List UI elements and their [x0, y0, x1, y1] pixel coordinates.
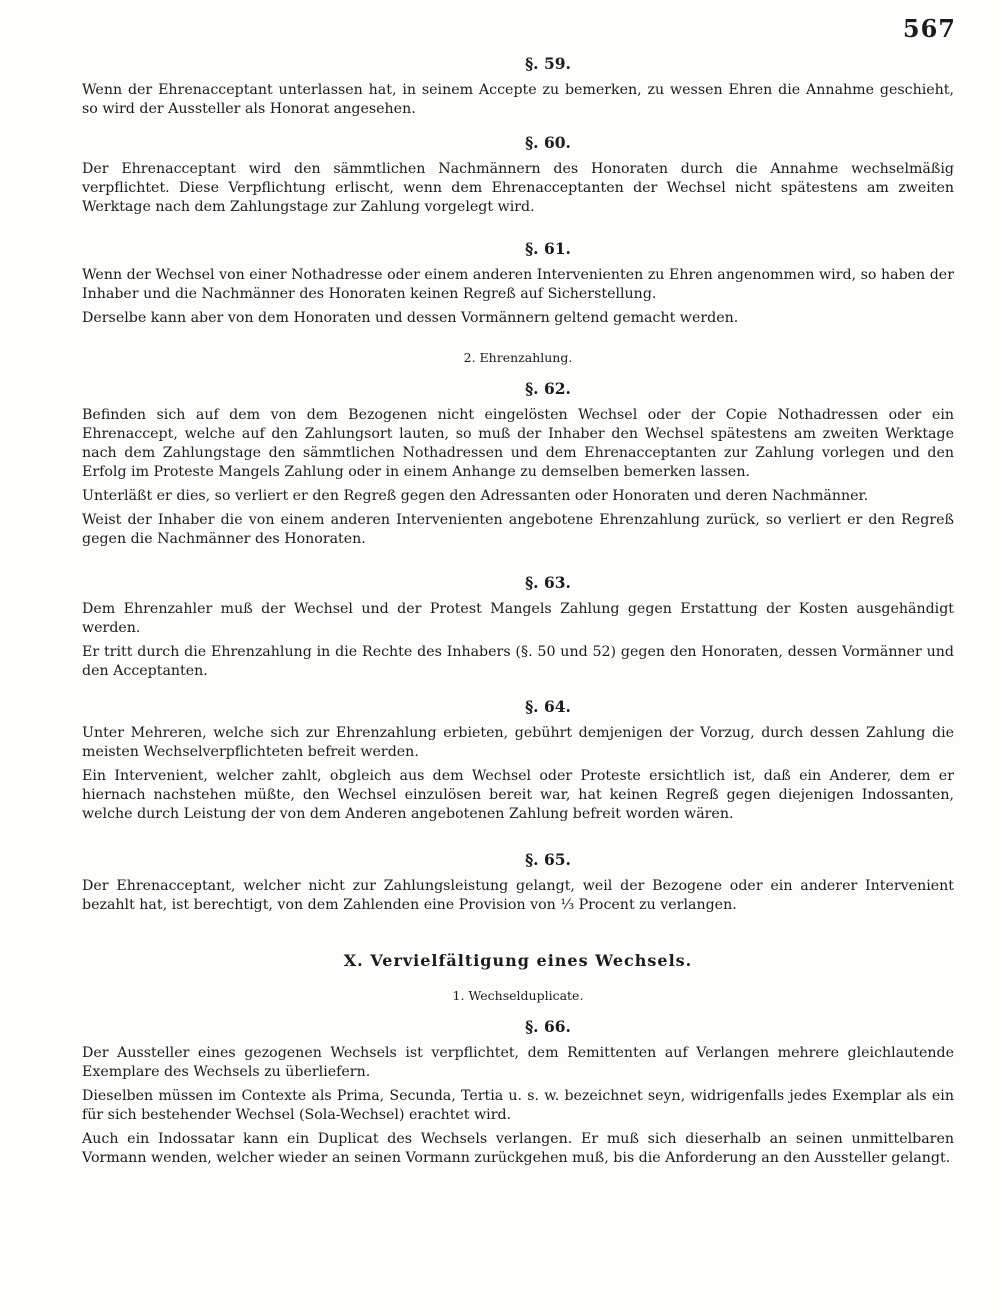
paragraph: Unterläßt er dies, so verliert er den Regreß gegen den Adressanten oder Honoraten und deren Nachmänner. — [82, 488, 869, 504]
paragraph: Dieselben müssen im Contexte als Prima, Secunda, Tertia u. s. w. bezeichnet seyn, widrigenfalls jedes Exemplar als ein für sich bestehender Wechsel (Sola-Wechsel) erachtet wird. — [82, 1088, 954, 1123]
section-title: §. 64. — [525, 697, 571, 716]
paragraph: Weist der Inhaber die von einem anderen Intervenienten angebotene Ehrenzahlung zurück, so verliert er den Regreß gegen die Nachmänner des Honoraten. — [82, 512, 954, 547]
section-title: §. 66. — [525, 1017, 571, 1036]
section-title: §. 59. — [525, 54, 571, 73]
page-number: 567 — [902, 14, 956, 43]
paragraph: Wenn der Ehrenacceptant unterlassen hat, in seinem Accepte zu bemerken, zu wessen Ehren die Annahme geschieht, so wird der Aussteller als Honorat angesehen. — [82, 82, 954, 117]
section-59 — [82, 54, 954, 119]
section-title: §. 60. — [525, 133, 571, 152]
paragraph: Der Aussteller eines gezogenen Wechsels ist verpflichtet, dem Remittenten auf Verlangen mehrere gleichlautende Exemplare des Wechsels zu überliefern. — [82, 1045, 954, 1080]
section-title: §. 61. — [525, 239, 571, 258]
paragraph: Derselbe kann aber von dem Honoraten und dessen Vormännern geltend gemacht werden. — [82, 310, 739, 326]
section-title: §. 65. — [525, 850, 571, 869]
section-60 — [82, 133, 954, 217]
subsection-heading: 2. Ehrenzahlung. — [463, 350, 573, 365]
page-content — [82, 54, 954, 1168]
paragraph: Er tritt durch die Ehrenzahlung in die Rechte des Inhabers (§. 50 und 52) gegen den Honoraten, dessen Vormänner und den Acceptanten. — [82, 644, 954, 679]
section-63 — [82, 573, 954, 681]
section-64 — [82, 697, 954, 824]
paragraph: Wenn der Wechsel von einer Nothadresse oder einem anderen Intervenienten zu Ehren angenommen wird, so haben der Inhaber und die Nachmänner des Honoraten keinen Regreß auf Sicherstellung. — [82, 267, 954, 302]
paragraph: Ein Intervenient, welcher zahlt, obgleich aus dem Wechsel oder Proteste ersichtlich ist, daß ein Anderer, dem er hiernach nachstehen müßte, den Wechsel einzulösen bereit war, hat keinen Regreß gegen diejenigen Indossanten, welche durch Leistung der von dem Anderen angebotenen Zahlung befreit worden wären. — [82, 768, 954, 822]
paragraph: Dem Ehrenzahler muß der Wechsel und der Protest Mangels Zahlung gegen Erstattung der Kosten ausgehändigt werden. — [82, 601, 954, 636]
paragraph: Der Ehrenacceptant wird den sämmtlichen Nachmännern des Honoraten durch die Annahme wechselmäßig verpflichtet. Diese Verpflichtung erlischt, wenn dem Ehrenacceptanten der Wechsel nicht spätestens am zweiten Werktage nach dem Zahlungstage zur Zahlung vorgelegt wird. — [82, 161, 954, 215]
section-66 — [82, 951, 954, 1168]
section-62 — [82, 348, 954, 549]
section-title: §. 63. — [525, 573, 571, 592]
section-61 — [82, 239, 954, 328]
subsection-heading: 1. Wechselduplicate. — [452, 988, 584, 1003]
paragraph: Befinden sich auf dem von dem Bezogenen nicht eingelösten Wechsel oder der Copie Nothadressen oder ein Ehrenaccept, welche auf den Zahlungsort lauten, so muß der Inhaber den Wechsel spätestens am zweiten Werktage nach dem Zahlungstage den sämmtlichen Nothadressen und dem Ehrenacceptanten zur Zahlung vorlegen und den Erfolg im Proteste Mangels Zahlung oder in einem Anhange zu demselben bemerken lassen. — [82, 407, 954, 480]
section-65 — [82, 850, 954, 915]
paragraph: Auch ein Indossatar kann ein Duplicat des Wechsels verlangen. Er muß sich dieserhalb an seinen unmittelbaren Vormann wenden, welcher wieder an seinen Vormann zurückgehen muß, bis die Anforderung an den Aussteller gelangt. — [82, 1131, 954, 1166]
section-title: §. 62. — [525, 379, 571, 398]
chapter-heading: X. Vervielfältigung eines Wechsels. — [343, 951, 693, 970]
paragraph: Unter Mehreren, welche sich zur Ehrenzahlung erbieten, gebührt demjenigen der Vorzug, durch dessen Zahlung die meisten Wechselverpflichteten befreit werden. — [82, 725, 954, 760]
paragraph: Der Ehrenacceptant, welcher nicht zur Zahlungsleistung gelangt, weil der Bezogene oder ein anderer Intervenient bezahlt hat, ist berechtigt, von dem Zahlenden eine Provision von ⅓ Procent zu verlangen. — [82, 878, 954, 913]
